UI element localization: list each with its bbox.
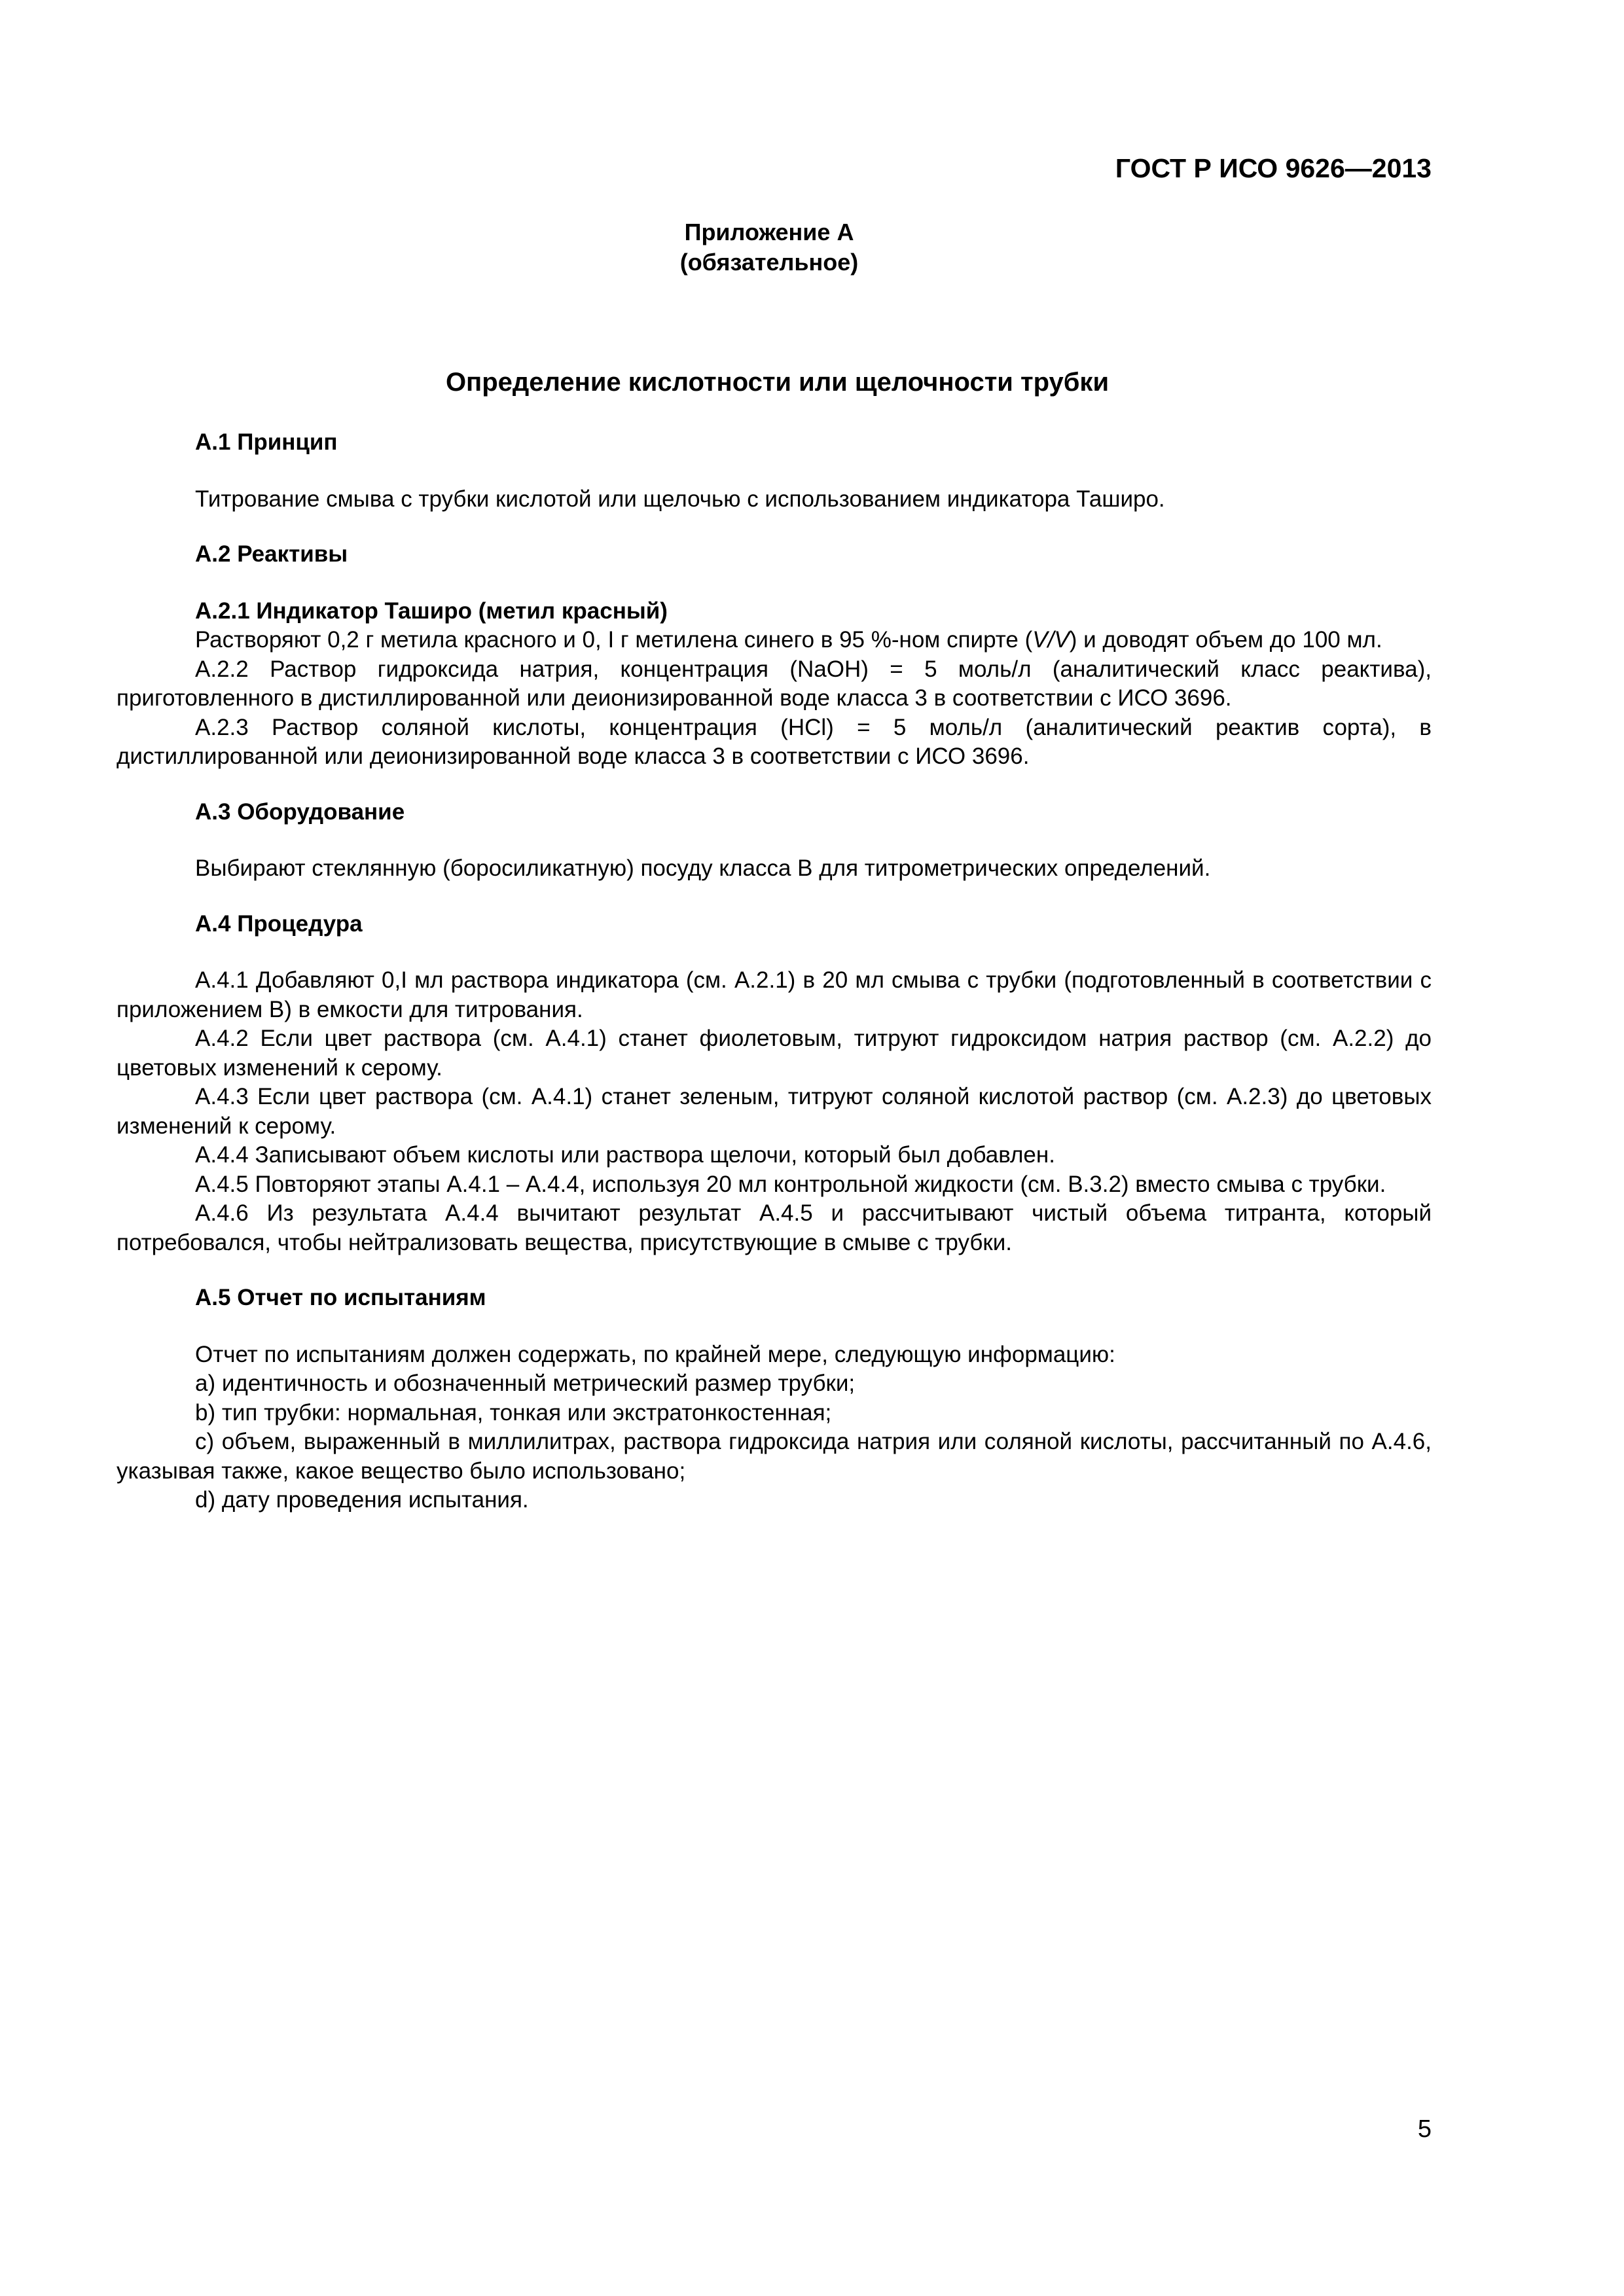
section-a4-item: А.4.6 Из результата А.4.4 вычитают результат А.4.5 и рассчитывают чистый объема титранта, который потребовался, чтобы нейтрализовать вещества, присутствующие в смыве с трубки. [117,1200,1432,1255]
page-number: 5 [1417,2115,1432,2143]
section-a4-item: А.4.2 Если цвет раствора (см. А.4.1) станет фиолетовым, титруют гидроксидом натрия раствор (см. А.2.2) до цветовых изменений к серому. [117,1026,1432,1081]
section-a4-item: А.4.5 Повторяют этапы А.4.1 – А.4.4, используя 20 мл контрольной жидкости (см. В.3.2) вместо смыва с трубки. [195,1171,1386,1197]
section-a5-item: с) объем, выраженный в миллилитрах, раствора гидроксида натрия или соляной кислоты, рассчитанный по А.4.6, указывая также, какое вещество было использовано; [117,1429,1432,1484]
section-a21-text: Растворяют 0,2 г метила красного и 0, I г метилена синего в 95 %-ном спирте (V/V) и доводят объем до 100 мл. [195,627,1382,653]
section-a3-text: Выбирают стеклянную (боросиликатную) посуду класса В для титрометрических определений. [195,855,1211,881]
section-a21-heading: А.2.1 Индикатор Таширо (метил красный) [195,598,668,624]
section-a4-item: А.4.3 Если цвет раствора (см. А.4.1) станет зеленым, титруют соляной кислотой раствор (см. А.2.3) до цветовых изменений к серому. [117,1084,1432,1139]
section-a1-heading: А.1 Принцип [195,429,338,455]
section-a4-item: А.4.1 Добавляют 0,I мл раствора индикатора (см. А.2.1) в 20 мл смыва с трубки (подготовленный в соответствии с приложением В) в емкости для титрования. [117,967,1432,1022]
section-a23-text: А.2.3 Раствор соляной кислоты, концентрация (HCl) = 5 моль/л (аналитический реактив сорта), в дистиллированной или деионизированной воде класса 3 в соответствии с ИСО 3696. [117,714,1432,769]
document-title: Определение кислотности или щелочности трубки [445,368,1110,397]
annex-header [0,217,1538,278]
section-a5-heading: А.5 Отчет по испытаниям [195,1285,486,1310]
section-a5-item: а) идентичность и обозначенный метрический размер трубки; [195,1371,856,1396]
annex-status: (обязательное) [679,249,859,276]
section-a1-text: Титрование смыва с трубки кислотой или щелочью с использованием индикатора Таширо. [195,486,1165,512]
section-a22-text: А.2.2 Раствор гидроксида натрия, концентрация (NaOH) = 5 моль/л (аналитический класс реактива), приготовленного в дистиллированной или деионизированной воде класса 3 в соответствии с ИСО 3696. [117,656,1432,711]
section-a5-item: b) тип трубки: нормальная, тонкая или экстратонкостенная; [195,1399,832,1426]
standard-code: ГОСТ Р ИСО 9626—2013 [1115,153,1432,183]
section-a4-heading: А.4 Процедура [195,910,363,937]
annex-title: Приложение А [684,219,854,245]
section-a4-item: А.4.4 Записывают объем кислоты или раствора щелочи, который был добавлен. [195,1142,1055,1168]
section-a2-heading: А.2 Реактивы [195,541,348,567]
document-body [117,428,1432,1515]
section-a3-heading: А.3 Оборудование [195,798,405,825]
section-a5-intro: Отчет по испытаниям должен содержать, по крайней мере, следующую информацию: [195,1341,1115,1367]
section-a5-item: d) дату проведения испытания. [195,1487,529,1513]
